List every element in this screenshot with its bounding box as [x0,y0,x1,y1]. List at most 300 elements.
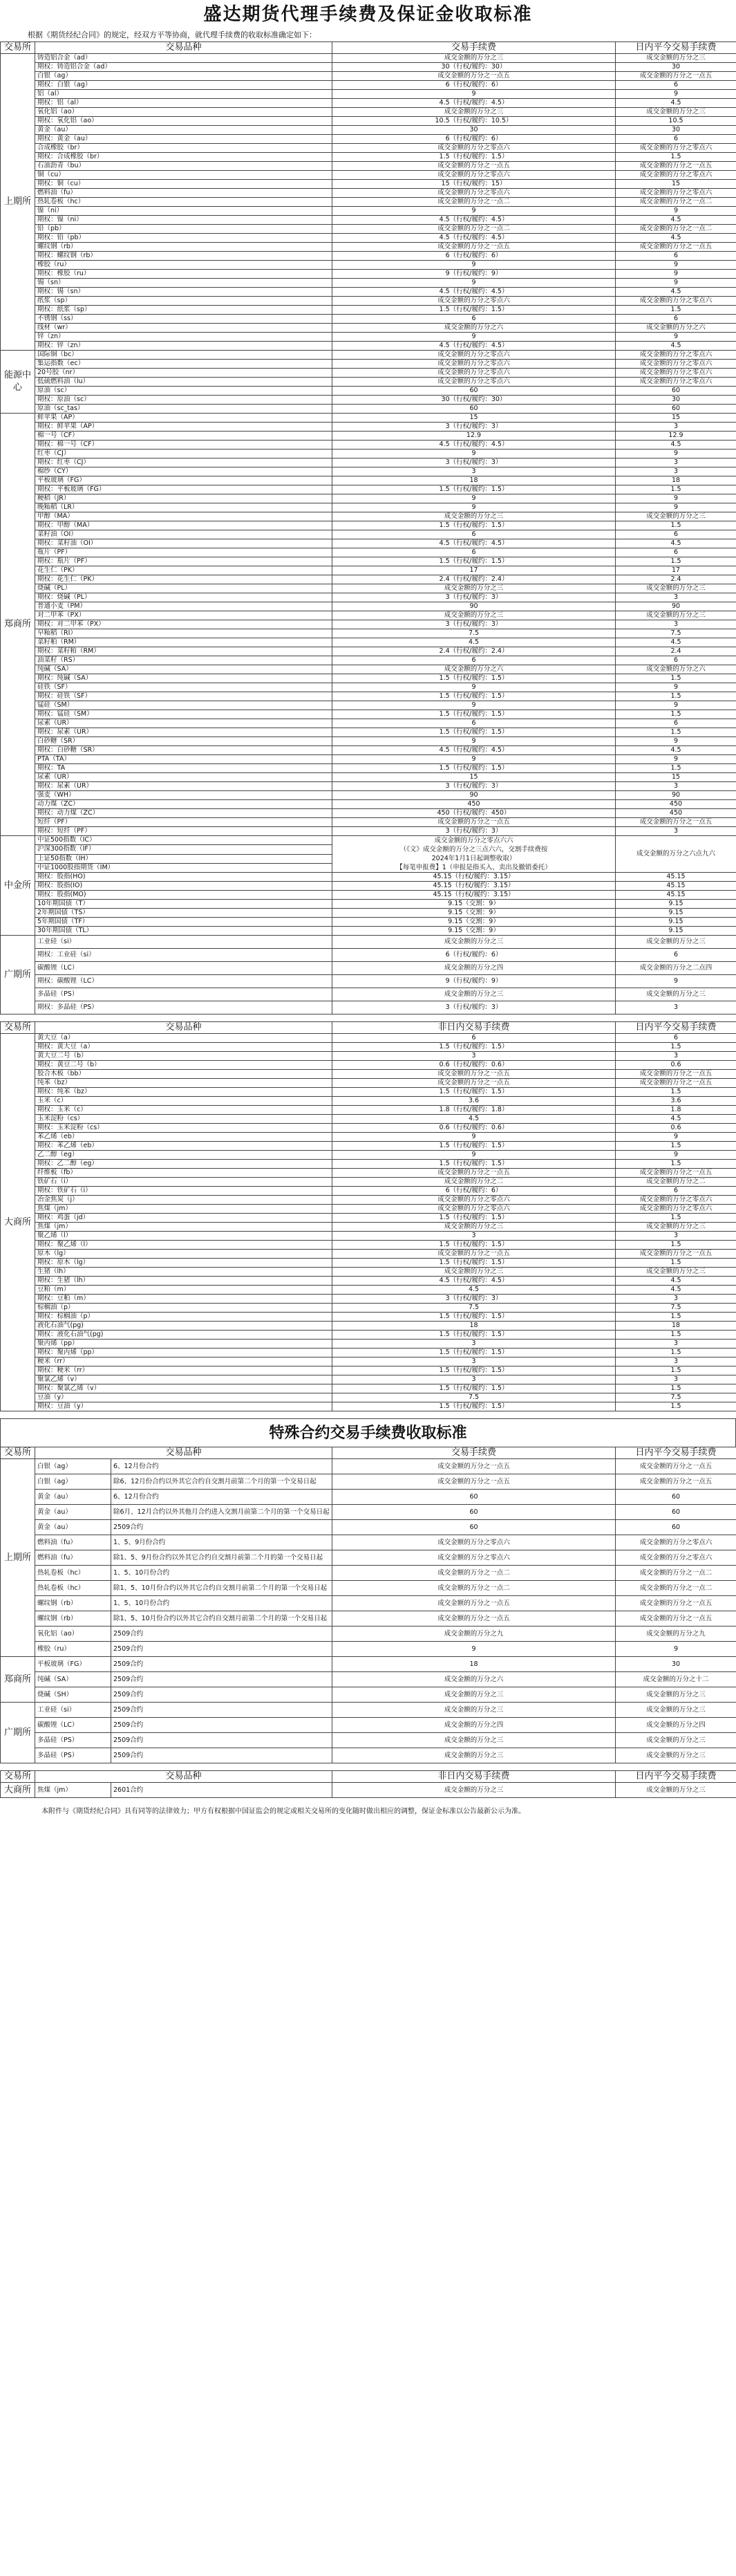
fee-cell: 4.5（行权/履约：4.5） [332,1277,616,1286]
fee-cell: 9 [332,701,616,710]
exchange-name: 广期所 [1,936,35,1014]
product-cell: 期权：锌（zn） [35,342,332,351]
product-cell: 期权：瓶片（PF） [35,557,332,566]
fee-cell: 6（行权/履约：6） [332,949,616,962]
product-cell: 原油（sc） [35,387,332,396]
fee-intra-cell: 0.6 [616,1124,736,1133]
product-cell: 期权：螺纹钢（rb） [35,252,332,261]
product-cell: 上证50指数（IH） [35,854,332,863]
product-cell: 螺纹钢（rb） [35,243,332,252]
table-row [1,279,736,288]
fee-cell: 15 [332,414,616,423]
fee-intra-cell: 18 [616,1322,736,1331]
fee-cell: 9 [332,1642,616,1657]
exchange-name: 中金所 [1,836,35,936]
table-row [1,1520,736,1535]
table-row [1,1070,736,1079]
fee-intra-cell: 成交金额的万分之一点二 [616,1566,736,1581]
table-row [1,494,736,503]
fee-cell: 成交金额的万分之三 [332,1733,616,1748]
product-cell: 期权：玉米淀粉（cs） [35,1124,332,1133]
table-row [1,216,736,225]
contract-cell: 2509合约 [111,1642,332,1657]
product-cell: 焦煤（jm） [35,1783,111,1798]
special-dce-table-body [1,1783,736,1798]
fee-cell: 6（行权/履约：6） [332,81,616,90]
fee-cell: 0.6（行权/履约：0.6） [332,1061,616,1070]
special-table [0,1447,736,1763]
contract-cell: 2509合约 [111,1672,332,1687]
table-row [1,342,736,351]
product-cell: 多晶硅（PS） [35,1748,111,1763]
fee-intra-cell: 1.5 [616,485,736,494]
product-cell: 锌（zn） [35,333,332,342]
fee-cell: 45.15（行权/履约：3.15） [332,873,616,882]
table-row [1,1079,736,1088]
fee-cell: 3（行权/履约：3） [332,458,616,467]
product-cell: 棕榈油（p） [35,1304,332,1313]
fee-intra-cell: 6 [616,719,736,728]
fee-intra-cell: 4.5 [616,638,736,647]
table-row [1,1061,736,1070]
fee-cell: 9.15（交割：9） [332,918,616,927]
product-cell: 黄金（au） [35,1490,111,1505]
table-row [1,396,736,405]
product-cell: 粳稻（JR） [35,494,332,503]
fee-intra-cell: 成交金额的万分之零点六 [616,351,736,360]
fee-cell: 1.5（行权/履约：1.5） [332,692,616,701]
fee-cell: 成交金额的万分之一点五 [332,1070,616,1079]
table-row [1,135,736,144]
product-cell: 对二甲苯（PX） [35,611,332,620]
table-row [1,638,736,647]
fee-cell: 3 [332,467,616,476]
fee-cell: 成交金额的万分之三 [332,54,616,63]
product-cell: 黄金（au） [35,1505,111,1520]
product-cell: 期权：多晶硅（PS） [35,1001,332,1014]
fee-intra-cell: 成交金额的万分之六 [616,665,736,674]
product-cell: 多晶硅（PS） [35,1733,111,1748]
table-row [1,414,736,423]
product-cell: 菜籽粕（RM） [35,638,332,647]
fee-cell: 4.5 [332,638,616,647]
fee-intra-cell: 60 [616,405,736,414]
fee-intra-cell: 1.5 [616,1384,736,1393]
fee-intra-cell: 7.5 [616,1304,736,1313]
table-row [1,476,736,485]
product-cell: 粳米（rr） [35,1358,332,1366]
product-cell: 工业硅（si） [35,1703,111,1718]
fee-cell: 60 [332,1490,616,1505]
product-cell: 期权：对二甲苯（PX） [35,620,332,629]
table-row [1,521,736,530]
product-cell: 期权：生猪（lh） [35,1277,332,1286]
product-cell: 期权：尿素（UR） [35,782,332,791]
product-cell: 平板玻璃（FG） [35,1657,111,1672]
fee-intra-cell: 成交金额的万分之三 [616,584,736,593]
product-cell: 期权：股指(HO) [35,873,332,882]
table-row [1,1687,736,1703]
product-cell: 油菜籽（RS） [35,656,332,665]
fee-cell: 4.5（行权/履约：4.5） [332,441,616,450]
fee-intra-cell: 15 [616,773,736,782]
fee-cell: 1.5（行权/履约：1.5） [332,1088,616,1097]
header-exchange: 交易所 [1,42,35,54]
product-cell: 中证1000股指期货（IM） [35,863,332,872]
contract-cell: 2601合约 [111,1783,332,1798]
fee-intra-cell: 4.5 [616,216,736,225]
fee-cell: 成交金额的万分之零点六 [332,189,616,198]
exchange-name: 郑商所 [1,414,35,836]
fee-intra-cell: 9 [616,270,736,279]
fee-intra-cell: 3 [616,782,736,791]
fee-intra-cell: 成交金额的万分之三 [616,936,736,949]
fee-intra-cell: 成交金额的万分之二点四 [616,962,736,975]
table-row [1,539,736,548]
fee-intra-cell: 9 [616,90,736,99]
product-cell: 聚乙烯（l） [35,1232,332,1241]
fee-intra-cell: 3 [616,827,736,836]
product-cell: 白银（ag） [35,1459,111,1474]
fee-cell: 1.5（行权/履约：1.5） [332,728,616,737]
table-row [1,1642,736,1657]
fee-cell: 10.5（行权/履约：10.5） [332,117,616,126]
product-cell: 原油（sc_tas） [35,405,332,414]
fee-intra-cell: 1.5 [616,1142,736,1151]
fee-intra-cell: 6 [616,530,736,539]
fee-cell: 9 [332,207,616,216]
table-row [1,1375,736,1384]
product-cell: 纯碱（SA） [35,1672,111,1687]
product-cell: 菜籽油（OI） [35,530,332,539]
fee-cell: 9 [332,90,616,99]
table-row [1,710,736,719]
header-fee-intra: 日内平今交易手续费 [616,42,736,54]
fee-intra-cell: 45.15 [616,891,736,900]
table-row [1,1313,736,1322]
fee-cell: 成交金额的万分之零点六 [332,351,616,360]
fee-cell: 成交金额的万分之一点五 [332,243,616,252]
product-cell: 烧碱（SH） [35,1687,111,1703]
fee-cell: 9 [332,737,616,746]
table-row [1,1703,736,1718]
fee-intra-cell: 17 [616,566,736,575]
fee-cell: 1.5（行权/履约：1.5） [332,1043,616,1052]
table-row [1,450,736,458]
table-row [1,611,736,620]
contract-cell: 1、5、10月份合约 [111,1566,332,1581]
fee-intra-cell: 1.5 [616,306,736,315]
table-row [1,918,736,927]
product-cell: 期权：红枣（CJ） [35,458,332,467]
product-cell: 白银（ag） [35,1474,111,1490]
table-row [1,467,736,476]
table-row [1,836,736,845]
fee-intra-cell: 成交金额的万分之一点五 [616,818,736,827]
fee-intra-cell: 4.5 [616,1286,736,1295]
fee-intra-cell: 3 [616,1052,736,1061]
footer-note: 本附件与《期货经纪合同》具有同等的法律效力；甲方有权根据中国证监会的规定或相关交易所的变化随时做出相应的调整，保证金标准以公告最新公示为准。 [41,1808,525,1815]
table-row [1,54,736,63]
fee-intra-cell: 成交金额的万分之零点六 [616,1196,736,1205]
table-row [1,566,736,575]
table-row [1,800,736,809]
contract-cell: 2509合约 [111,1520,332,1535]
table-row [1,297,736,306]
fee-intra-cell: 6 [616,315,736,324]
exchange-name: 大商所 [1,1783,35,1798]
table-row [1,1169,736,1178]
product-cell: 期权：合成橡胶（br） [35,153,332,162]
fee-cell: 3 [332,1375,616,1384]
fee-intra-cell: 成交金额的万分之三 [616,611,736,620]
fee-table-dce [0,1021,736,1411]
contract-cell: 1、5、10月份合约 [111,1596,332,1611]
table-row [1,72,736,81]
fee-intra-cell: 15 [616,414,736,423]
table-row [1,207,736,216]
product-cell: 早籼稻（RI） [35,629,332,638]
special-table-dce [0,1770,736,1798]
fee-table-main [0,41,736,1014]
table-row [1,1393,736,1402]
product-cell: 期权：动力煤（ZC） [35,809,332,818]
fee-cell: 成交金额的万分之零点六 [332,378,616,387]
contract-cell: 2509合约 [111,1718,332,1733]
fee-intra-cell: 成交金额的万分之一点二 [616,225,736,234]
fee-cell: 30（行权/履约：30） [332,396,616,405]
table-row [1,243,736,252]
fee-intra-cell: 3 [616,620,736,629]
fee-intra-cell: 3 [616,423,736,432]
table-row [1,369,736,378]
fee-intra-cell: 成交金额的万分之一点五 [616,1459,736,1474]
table-row [1,144,736,153]
fee-intra-cell: 成交金额的万分之四 [616,1718,736,1733]
fee-intra-cell: 成交金额的万分之三 [616,1733,736,1748]
fee-cell: 3 [332,1358,616,1366]
intro-text: 根据《期货经纪合同》的规定，经双方平等协商，就代理手续费的收取标准确定如下： [28,30,317,39]
fee-cell: 3 [332,1052,616,1061]
header-fee-nonintra: 非日内交易手续费 [332,1771,616,1783]
product-cell: 碳酸锂（LC） [35,1718,111,1733]
fee-cell: 6（行权/履约：6） [332,1187,616,1196]
product-cell: 瓶片（PF） [35,548,332,557]
table-row [1,1124,736,1133]
header-fee: 交易手续费 [332,1447,616,1459]
fee-intra-cell: 成交金额的万分之零点六 [616,1205,736,1214]
product-cell: 白砂糖（SR） [35,737,332,746]
contract-cell: 6、12月份合约 [111,1459,332,1474]
product-cell: 甲醇（MA） [35,512,332,521]
table-row [1,1596,736,1611]
fee-intra-cell: 12.9 [616,432,736,441]
product-cell: 纤维板（fb） [35,1169,332,1178]
fee-intra-cell: 9 [616,1642,736,1657]
header-fee-intra: 日内平今交易手续费 [616,1447,736,1459]
fee-intra-cell: 1.5 [616,1313,736,1322]
product-cell: 期权：铅（pb） [35,234,332,243]
product-cell: 纯苯（bz） [35,1079,332,1088]
contract-cell: 除1、5、10月份合约以外其它合约自交割月前第二个月的第一个交易日起 [111,1581,332,1596]
fee-intra-cell: 9 [616,333,736,342]
product-cell: 尿素（UR） [35,773,332,782]
fee-cell: 1.5（行权/履约：1.5） [332,1142,616,1151]
fee-cell: 6 [332,548,616,557]
product-cell: 期权：液化石油气(pg) [35,1331,332,1340]
fee-cell: 9 [332,261,616,270]
fee-cell: 成交金额的万分之四 [332,1718,616,1733]
fee-cell: 60 [332,405,616,414]
fee-cell: 成交金额的万分之一点五 [332,1474,616,1490]
fee-cell: 3（行权/履约：3） [332,423,616,432]
fee-intra-cell: 9 [616,503,736,512]
fee-cell: 成交金额的万分之零点六 [332,171,616,180]
contract-cell: 除6月、12月合约以外其他月合约进入交割月前第二个月的第一个交易日起 [111,1505,332,1520]
product-cell: 期权：聚氯乙烯（v） [35,1384,332,1393]
fee-intra-cell: 45.15 [616,882,736,891]
table-row [1,1718,736,1733]
fee-intra-cell: 成交金额的万分之一点五 [616,1474,736,1490]
fee-intra-cell: 成交金额的万分之三 [616,1783,736,1798]
table-row [1,1133,736,1142]
table-row [1,512,736,521]
table-row [1,1259,736,1268]
contract-cell: 除1、5、10月份合约以外其它合约自交割月前第二个月的第一个交易日起 [111,1611,332,1627]
product-cell: 期权：镍（ni） [35,216,332,225]
product-cell: 动力煤（ZC） [35,800,332,809]
fee-cell: 成交金额的万分之三 [332,1223,616,1232]
fee-cell: 成交金额的万分之一点五 [332,1459,616,1474]
fee-intra-cell: 4.5 [616,1277,736,1286]
fee-cell: 450（行权/履约：450） [332,809,616,818]
fee-intra-cell: 成交金额的万分之零点六 [616,1535,736,1550]
contract-cell: 2509合约 [111,1657,332,1672]
fee-intra-cell: 3 [616,1295,736,1304]
fee-cell: 18 [332,1657,616,1672]
fee-intra-cell: 成交金额的万分之零点六 [616,1550,736,1566]
table-row [1,189,736,198]
product-cell: 平板玻璃（FG） [35,476,332,485]
table-row [1,949,736,962]
product-cell: 10年期国债（T） [35,900,332,909]
fee-cell: 3（行权/履约：3） [332,827,616,836]
fee-intra-cell: 成交金额的万分之一点二 [616,198,736,207]
fee-intra-cell: 6 [616,1187,736,1196]
table-row [1,900,736,909]
fee-intra-cell: 6 [616,949,736,962]
table-row [1,818,736,827]
fee-intra-cell: 0.6 [616,1061,736,1070]
table-row [1,1142,736,1151]
product-cell: 期权：工业硅（si） [35,949,332,962]
product-cell: 黄大豆二号（b） [35,1052,332,1061]
product-cell: 期权：白银（ag） [35,81,332,90]
table-row [1,1550,736,1566]
table-row [1,791,736,800]
table-row [1,584,736,593]
table-row [1,1151,736,1160]
table-row [1,441,736,450]
fee-intra-cell: 9 [616,755,736,764]
fee-intra-cell: 成交金额的万分之九 [616,1627,736,1642]
fee-cell: 450 [332,800,616,809]
table-row [1,1187,736,1196]
fee-cell: 9（行权/履约：9） [332,270,616,279]
product-cell: 氧化铝（ao） [35,1627,111,1642]
product-cell: 期权：碳酸锂（LC） [35,975,332,988]
fee-cell: 9.15（交割：9） [332,927,616,936]
product-cell: 燃料油（fu） [35,189,332,198]
product-cell: 期权：铁矿石（i） [35,1187,332,1196]
product-cell: 期权：聚丙烯（pp） [35,1349,332,1358]
product-cell: 黄大豆（a） [35,1034,332,1043]
product-cell: 焦煤（jm） [35,1205,332,1214]
product-cell: 期权：鲜苹果（AP） [35,423,332,432]
table-row [1,1052,736,1061]
fee-intra-cell: 45.15 [616,873,736,882]
fee-cell: 1.5（行权/履约：1.5） [332,674,616,683]
product-cell: 期权：纸浆（sp） [35,306,332,315]
fee-intra-cell: 4.5 [616,441,736,450]
table-row [1,557,736,566]
table-row [1,773,736,782]
product-cell: 期权：黄金（au） [35,135,332,144]
fee-cell: 成交金额的万分之三 [332,1268,616,1277]
fee-intra-cell: 成交金额的万分之三 [616,54,736,63]
product-cell: 强麦（WH） [35,791,332,800]
contract-cell: 1、5、9月份合约 [111,1535,332,1550]
table-row [1,988,736,1001]
product-cell: PTA（TA） [35,755,332,764]
product-cell: 期权：苯乙烯（eb） [35,1142,332,1151]
exchange-name: 上期所 [1,54,35,351]
table-row [1,1672,736,1687]
fee-intra-cell: 9 [616,683,736,692]
fee-intra-cell: 30 [616,126,736,135]
product-cell: 期权：尿素（UR） [35,728,332,737]
table-row [1,117,736,126]
table-row [1,755,736,764]
fee-cell: 成交金额的万分之二 [332,1178,616,1187]
product-cell: 热轧卷板（hc） [35,1581,111,1596]
product-cell: 花生仁（PK） [35,566,332,575]
fee-cell: 7.5 [332,1393,616,1402]
exchange-name: 大商所 [1,1034,35,1411]
product-cell: 短纤（PF） [35,818,332,827]
fee-intra-cell: 成交金额的万分之一点五 [616,1596,736,1611]
table-row [1,530,736,539]
table-row [1,234,736,243]
product-cell: 期权：乙二醇（eg） [35,1160,332,1169]
fee-cell: 1.5（行权/履约：1.5） [332,521,616,530]
product-cell: 期权：纯苯（bz） [35,1088,332,1097]
product-cell: 沪深300指数（IF） [35,845,332,854]
product-cell: 螺纹钢（rb） [35,1596,111,1611]
fee-intra-cell: 18 [616,476,736,485]
contract-cell: 2509合约 [111,1733,332,1748]
fee-cell: 18 [332,1322,616,1331]
fee-intra-cell: 9.15 [616,909,736,918]
fee-intra-cell: 4.5 [616,234,736,243]
table-row [1,1223,736,1232]
fee-cell: 45.15（行权/履约：3.15） [332,882,616,891]
fee-cell: 9 [332,503,616,512]
table-row [1,1106,736,1115]
fee-cell: 60 [332,387,616,396]
fee-cell: 成交金额的万分之一点五 [332,1596,616,1611]
fee-intra-cell: 4.5 [616,342,736,351]
